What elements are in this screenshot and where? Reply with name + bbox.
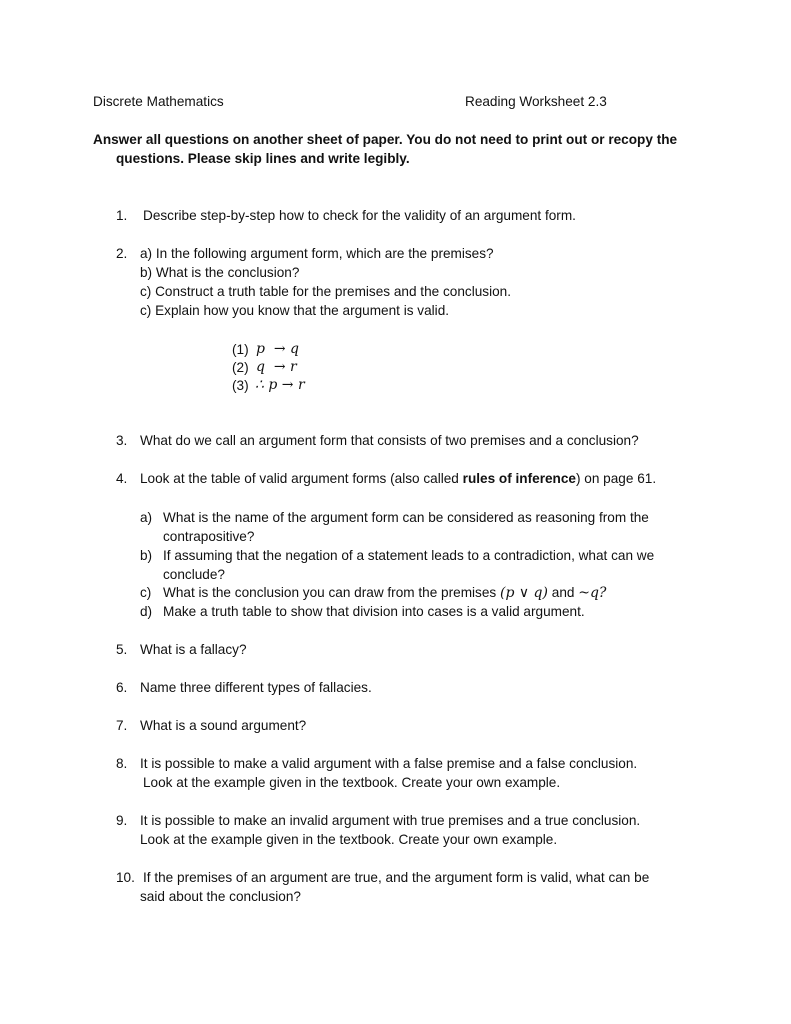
question-number: 1. — [116, 208, 128, 223]
negation-expression: ~q? — [578, 585, 607, 601]
question-text-line-2: Look at the example given in the textbook. Create your own example. — [140, 832, 558, 847]
rules-of-inference-term: rules of inference — [462, 471, 576, 486]
subquestion-d-label: d) — [140, 604, 153, 619]
question-number: 4. — [116, 471, 128, 486]
question-number: 2. — [116, 246, 128, 261]
question-text-line-1: If the premises of an argument are true, and the argument form is valid, what can be — [143, 870, 650, 885]
conclusion-expression: ∴ p → r — [255, 377, 305, 393]
question-text: What is a sound argument? — [140, 718, 307, 733]
question-text: Name three different types of fallacies. — [140, 680, 372, 695]
question-number: 3. — [116, 433, 128, 448]
question-text-line-1: It is possible to make an invalid argument with true premises and a true conclusion. — [140, 813, 641, 828]
question-number: 5. — [116, 642, 128, 657]
question-text: What do we call an argument form that consists of two premises and a conclusion? — [140, 433, 639, 448]
question-number: 6. — [116, 680, 128, 695]
question-number: 9. — [116, 813, 128, 828]
premise-2-expression: q → r — [256, 359, 297, 375]
subquestion-a-label: a) — [140, 510, 153, 525]
subquestion-b-line-2: conclude? — [163, 567, 225, 582]
question-text-line-2: Look at the example given in the textbook. Create your own example. — [143, 775, 561, 790]
worksheet-title: Reading Worksheet 2.3 — [465, 94, 607, 109]
instructions-line-1: Answer all questions on another sheet of paper. You do not need to print out or recopy the — [93, 132, 678, 147]
premise-expression: (p ∨ q) — [499, 585, 548, 601]
premise-1-label: (1) — [232, 342, 249, 357]
question-2b: b) What is the conclusion? — [140, 265, 300, 280]
subquestion-a-line-1: What is the name of the argument form can be considered as reasoning from the — [163, 510, 649, 525]
question-text: Look at the table of valid argument forms (also called rules of inference) on page 61. — [140, 471, 657, 486]
question-2a: a) In the following argument form, which are the premises? — [140, 246, 494, 261]
question-2c-explain: c) Explain how you know that the argument is valid. — [140, 303, 450, 318]
question-number: 10. — [116, 870, 135, 885]
subquestion-c-label: c) — [140, 585, 152, 600]
conclusion-label: (3) — [232, 378, 249, 393]
subquestion-b-label: b) — [140, 548, 153, 563]
subquestion-c-text: What is the conclusion you can draw from the premises (p ∨ q) and ~q? — [163, 585, 607, 601]
subquestion-b-line-1: If assuming that the negation of a statement leads to a contradiction, what can we — [163, 548, 655, 563]
course-title: Discrete Mathematics — [93, 94, 224, 109]
question-number: 8. — [116, 756, 128, 771]
subquestion-d-text: Make a truth table to show that division into cases is a valid argument. — [163, 604, 585, 619]
premise-2-label: (2) — [232, 360, 249, 375]
question-number: 7. — [116, 718, 128, 733]
question-2c-construct: c) Construct a truth table for the premises and the conclusion. — [140, 284, 511, 299]
instructions-line-2: questions. Please skip lines and write legibly. — [116, 151, 410, 166]
question-text: Describe step-by-step how to check for the validity of an argument form. — [143, 208, 576, 223]
question-text: What is a fallacy? — [140, 642, 247, 657]
question-text-line-1: It is possible to make a valid argument with a false premise and a false conclusion. — [140, 756, 638, 771]
subquestion-a-line-2: contrapositive? — [163, 529, 255, 544]
question-text-line-2: said about the conclusion? — [140, 889, 301, 904]
premise-1-expression: p → q — [256, 341, 300, 357]
